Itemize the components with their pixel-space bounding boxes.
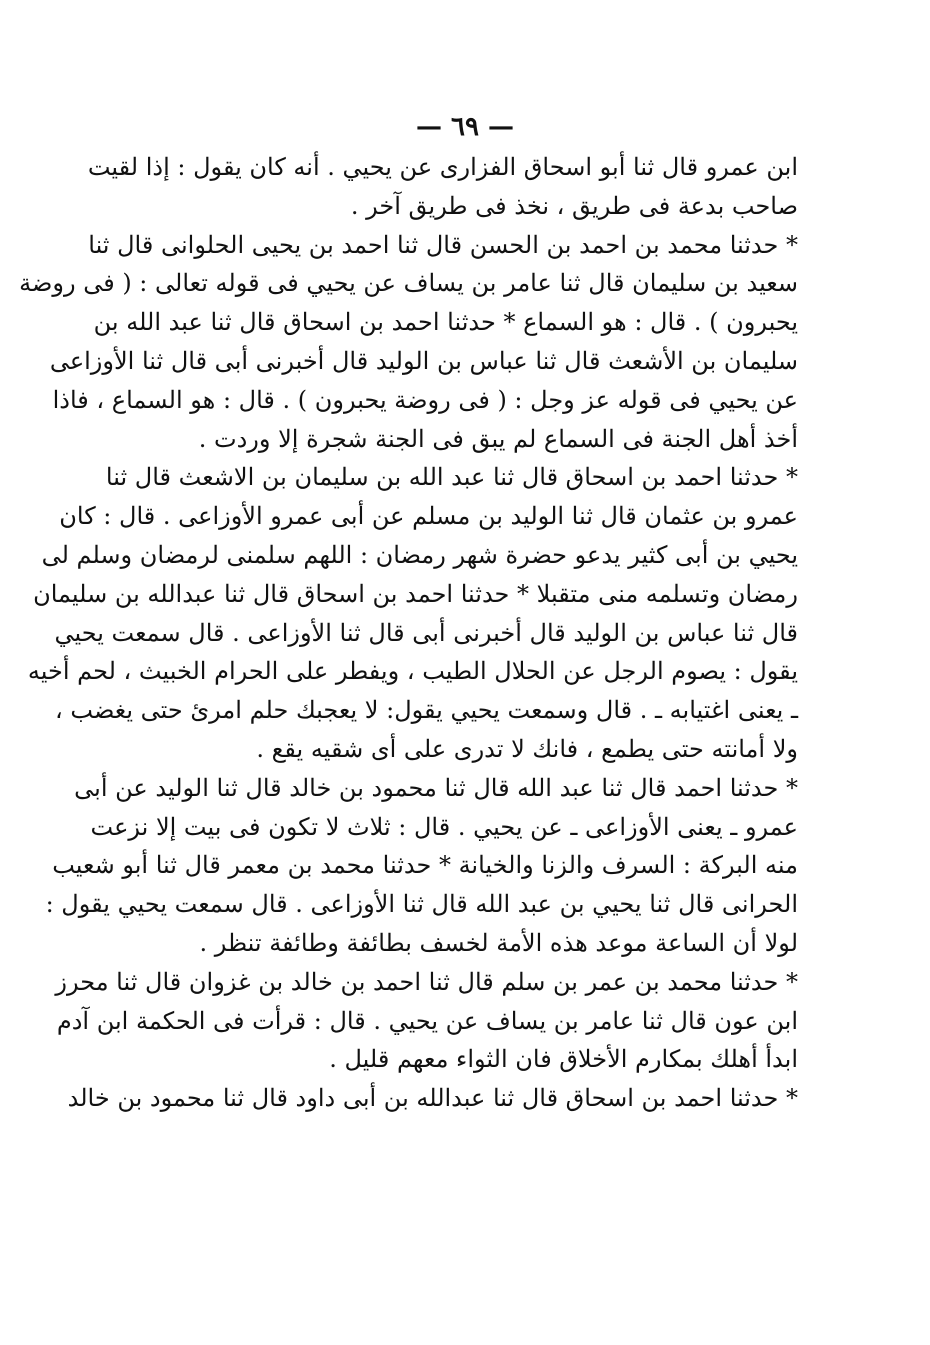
text-line: عمرو ـ يعنى الأوزاعى ـ عن يحيي . قال : ثلاث لا تكون فى بيت إلا نزعت — [90, 812, 798, 841]
text-line: أخذ أهل الجنة فى السماع لم يبق فى الجنة شجرة إلا وردت . — [198, 424, 798, 453]
text-line: * حدثنا احمد قال ثنا عبد الله قال ثنا محمود بن خالد قال ثنا الوليد عن أبى — [74, 773, 798, 802]
text-line: عن يحيي فى قوله عز وجل : ( فى روضة يحبرون ) . قال : هو السماع ، فاذا — [52, 385, 798, 414]
text-line: لولا أن الساعة موعد هذه الأمة لخسف بطائفة وطائفة تنظر . — [199, 928, 798, 957]
text-line: ابن عمرو قال ثنا أبو اسحاق الفزارى عن يحيي . أنه كان يقول : إذا لقيت — [87, 153, 798, 181]
text-line: * حدثنا محمد بن عمر بن سلم قال ثنا احمد بن خالد بن غزوان قال ثنا محرز — [55, 967, 798, 996]
page-number: — ٦٩ — — [415, 112, 515, 142]
text-line: قال ثنا عباس بن الوليد قال أخبرنى أبى قال ثنا الأوزاعى . قال سمعت يحيي — [54, 618, 798, 647]
text-line: صاحب بدعة فى طريق ، نخذ فى طريق آخر . — [350, 191, 798, 220]
text-line: * حدثنا احمد بن اسحاق قال ثنا عبدالله بن أبى داود قال ثنا محمود بن خالد — [67, 1084, 798, 1113]
page-body-text — [19, 148, 798, 1118]
text-line: سعيد بن سليمان قال ثنا عامر بن يساف عن يحيي فى قوله تعالى : ( فى روضة — [19, 269, 798, 298]
text-line: يقول : يصوم الرجل عن الحلال الطيب ، ويفطر على الحرام الخبيث ، لحم أخيه — [27, 657, 798, 686]
text-line: منه البركة : السرف والزنا والخيانة * حدثنا محمد بن معمر قال ثنا أبو شعيب — [52, 851, 798, 880]
text-line: رمضان وتسلمه منى متقبلا * حدثنا احمد بن اسحاق قال ثنا عبدالله بن سليمان — [33, 579, 798, 608]
text-line: ابن عون قال ثنا عامر بن يساف عن يحيي . قال : قرأت فى الحكمة ابن آدم — [56, 1006, 798, 1035]
text-line: * حدثنا احمد بن اسحاق قال ثنا عبد الله بن سليمان بن الاشعث قال ثنا — [105, 463, 798, 492]
text-line: يحبرون ) . قال : هو السماع * حدثنا احمد بن اسحاق قال ثنا عبد الله بن — [93, 308, 798, 337]
text-line: ابدأ أهلك بمكارم الأخلاق فان الثواء معهم قليل . — [329, 1045, 798, 1074]
text-line: * حدثنا محمد بن احمد بن الحسن قال ثنا احمد بن يحيى الحلوانى قال ثنا — [88, 230, 798, 259]
text-line: عمرو بن عثمان قال ثنا الوليد بن مسلم عن أبى عمرو الأوزاعى . قال : كان — [59, 502, 798, 531]
text-line: يحيي بن أبى كثير يدعو حضرة شهر رمضان : اللهم سلمنى لرمضان وسلم لى — [41, 540, 798, 569]
text-line: الحرانى قال ثنا يحيي بن عبد الله قال ثنا الأوزاعى . قال سمعت يحيي يقول : — [45, 890, 798, 919]
text-line: ـ يعنى اغتيابه ـ . قال وسمعت يحيي يقول: لا يعجبك حلم امرئ حتى يغضب ، — [55, 696, 798, 725]
text-line: ولا أمانته حتى يطمع ، فانك لا تدرى على أى شقيه يقع . — [256, 734, 798, 763]
text-line: سليمان بن الأشعث قال ثنا عباس بن الوليد قال أخبرنى أبى قال ثنا الأوزاعى — [49, 346, 798, 375]
